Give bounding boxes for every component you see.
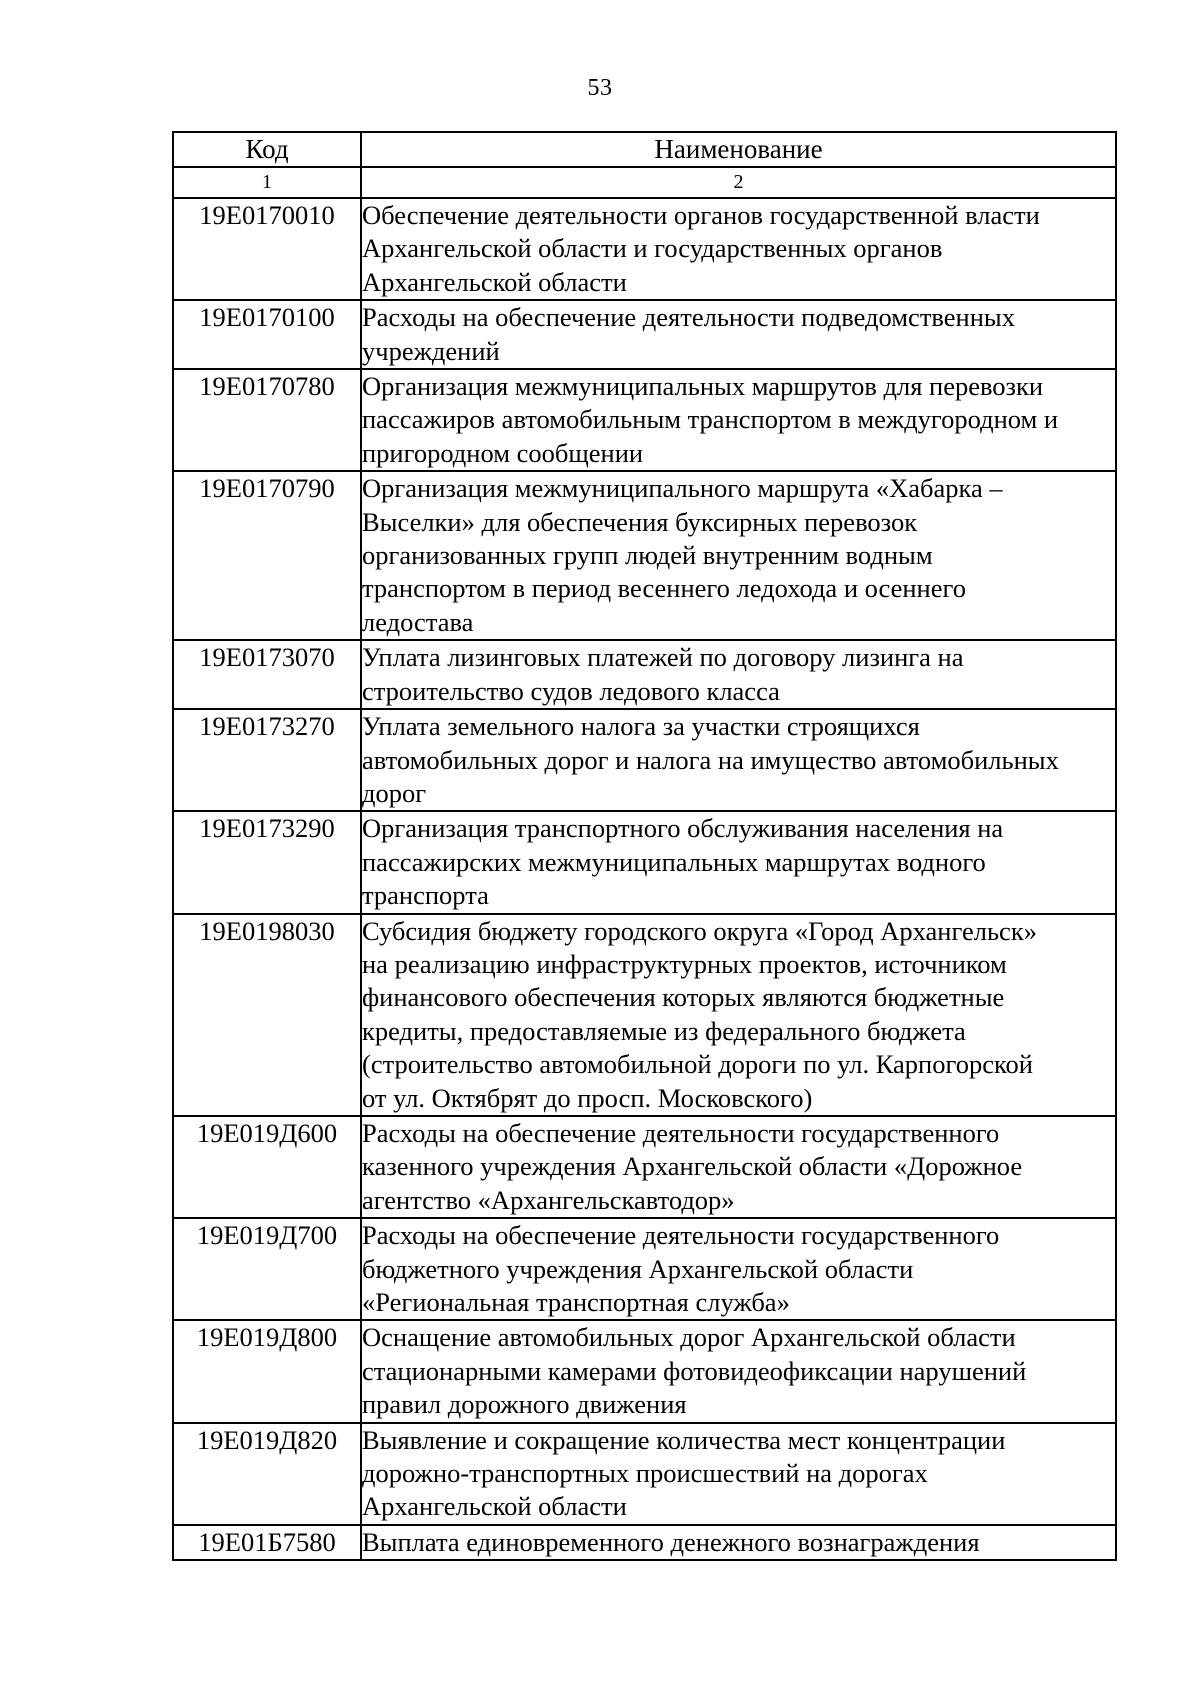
row-name: [361, 640, 1116, 709]
row-code: 19Е0170790: [173, 471, 361, 640]
row-code: 19Е0198030: [173, 914, 361, 1116]
row-name-line: Организация межмуниципальных маршрутов для перевозки: [362, 371, 1044, 402]
row-code: 19Е01Б7580: [173, 1525, 361, 1560]
row-name-line: дорог: [362, 777, 427, 808]
row-name-line: Выплата единовременного денежного вознаграждения: [362, 1526, 980, 1557]
row-name-line: пригородном сообщении: [362, 437, 644, 468]
row-name-line: Уплата лизинговых платежей по договору лизинга на: [362, 642, 964, 673]
header-name: Наименование: [361, 132, 1116, 167]
row-code: 19Е019Д800: [173, 1320, 361, 1422]
row-code: 19Е0173270: [173, 709, 361, 811]
row-code: 19Е019Д600: [173, 1116, 361, 1218]
row-name-line: пассажиров автомобильным транспортом в междугородном и: [362, 404, 1059, 435]
header-code: Код: [173, 132, 361, 167]
row-name-line: кредиты, предоставляемые из федерального бюджета: [362, 1015, 966, 1046]
row-name: [361, 811, 1116, 913]
row-name: [361, 914, 1116, 1116]
row-name-line: агентство «Архангельскавтодор»: [362, 1184, 735, 1215]
row-name: [361, 1116, 1116, 1218]
column-number-2: 2: [361, 167, 1116, 198]
row-name: [361, 1423, 1116, 1525]
row-name-line: Организация межмуниципального маршрута «Хабарка –: [362, 473, 1003, 504]
row-name-line: Выявление и сокращение количества мест концентрации: [362, 1424, 1006, 1455]
row-code: 19Е0170100: [173, 300, 361, 369]
row-name-line: бюджетного учреждения Архангельской области: [362, 1253, 914, 1284]
table-row: [173, 471, 1116, 640]
table-row: [173, 1525, 1116, 1560]
row-code: 19Е0173290: [173, 811, 361, 913]
table-row: [173, 811, 1116, 913]
row-code: 19Е019Д700: [173, 1218, 361, 1320]
row-name-line: Выселки» для обеспечения буксирных перевозок: [362, 506, 918, 537]
table-row: [173, 640, 1116, 709]
row-name: [361, 709, 1116, 811]
row-name-line: организованных групп людей внутренним водным: [362, 540, 933, 571]
row-name-line: ледостава: [362, 606, 474, 637]
row-name: [361, 471, 1116, 640]
row-name: [361, 1525, 1116, 1560]
row-name-line: от ул. Октябрят до просп. Московского): [362, 1082, 813, 1113]
row-name-line: стационарными камерами фотовидеофиксации нарушений: [362, 1355, 1027, 1386]
table-row: [173, 369, 1116, 471]
row-name-line: транспортом в период весеннего ледохода и осеннего: [362, 573, 966, 604]
table-row: [173, 914, 1116, 1116]
row-name-line: на реализацию инфраструктурных проектов, источником: [362, 948, 1007, 979]
row-name-line: Обеспечение деятельности органов государственной власти: [362, 200, 1040, 230]
budget-codes-table: [172, 131, 1117, 1561]
row-name-line: Расходы на обеспечение деятельности государственного: [362, 1220, 1000, 1251]
row-name-line: финансового обеспечения которых являются бюджетные: [362, 982, 1005, 1013]
row-code: 19Е0173070: [173, 640, 361, 709]
row-name-line: Расходы на обеспечение деятельности подведомственных: [362, 302, 1015, 333]
table-row: [173, 1116, 1116, 1218]
row-code: 19Е0170780: [173, 369, 361, 471]
table-row: [173, 1423, 1116, 1525]
row-code: 19Е019Д820: [173, 1423, 361, 1525]
table-row: [173, 300, 1116, 369]
row-name-line: «Региональная транспортная служба»: [362, 1287, 790, 1317]
row-name-line: (строительство автомобильной дороги по ул. Карпогорской: [362, 1049, 1033, 1080]
row-name-line: пассажирских межмуниципальных маршрутах водного: [362, 846, 986, 877]
row-name-line: автомобильных дорог и налога на имущество автомобильных: [362, 744, 1059, 775]
page-number: 53: [587, 75, 613, 101]
row-name: [361, 198, 1116, 300]
table-row: [173, 198, 1116, 300]
row-code: 19Е0170010: [173, 198, 361, 300]
row-name-line: Субсидия бюджету городского округа «Город Архангельск»: [362, 915, 1037, 946]
row-name-line: учреждений: [362, 335, 500, 366]
row-name: [361, 300, 1116, 369]
row-name-line: дорожно-транспортных происшествий на дорогах: [362, 1458, 928, 1489]
table-header-row: [173, 132, 1116, 167]
row-name-line: казенного учреждения Архангельской области «Дорожное: [362, 1151, 1023, 1182]
table-row: [173, 1218, 1116, 1320]
row-name-line: Расходы на обеспечение деятельности государственного: [362, 1117, 1000, 1148]
row-name: [361, 1320, 1116, 1422]
row-name-line: строительство судов ледового класса: [362, 675, 780, 706]
row-name-line: Уплата земельного налога за участки строящихся: [362, 711, 920, 742]
row-name-line: правил дорожного движения: [362, 1389, 687, 1420]
column-number-row: [173, 167, 1116, 198]
row-name: [361, 1218, 1116, 1320]
row-name: [361, 369, 1116, 471]
row-name-line: Оснащение автомобильных дорог Архангельской области: [362, 1322, 1016, 1353]
row-name-line: Организация транспортного обслуживания населения на: [362, 813, 1004, 844]
row-name-line: транспорта: [362, 880, 489, 911]
table-row: [173, 709, 1116, 811]
row-name-line: Архангельской области: [362, 266, 627, 297]
row-name-line: Архангельской области: [362, 1491, 627, 1522]
table-row: [173, 1320, 1116, 1422]
column-number-1: 1: [173, 167, 361, 198]
row-name-line: Архангельской области и государственных органов: [362, 233, 943, 264]
